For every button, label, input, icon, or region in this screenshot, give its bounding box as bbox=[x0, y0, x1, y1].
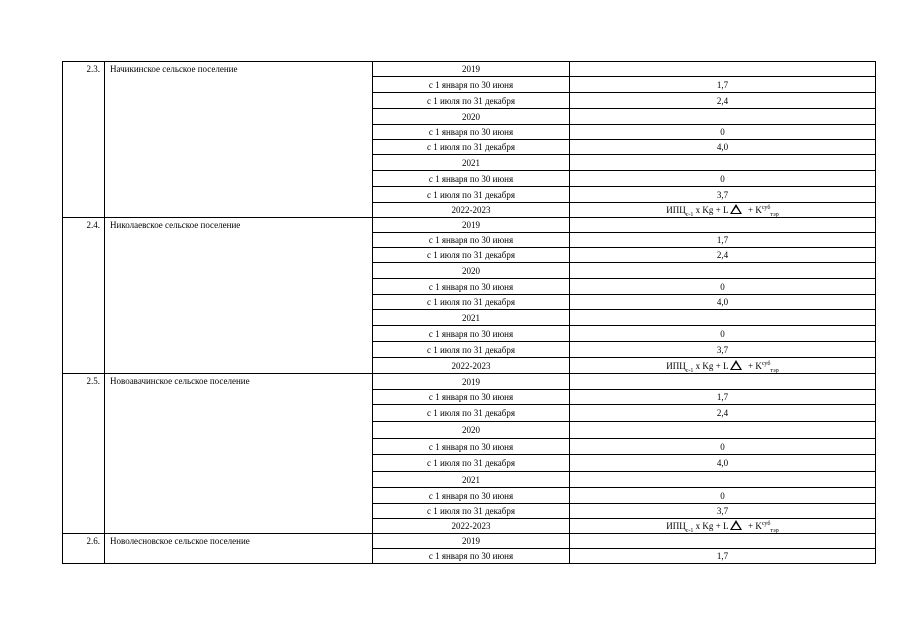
settlement-name: Новолесновское сельское поселение bbox=[105, 534, 373, 564]
period-cell: с 1 июля по 31 декабря bbox=[373, 187, 570, 203]
period-cell: с 1 января по 30 июня bbox=[373, 233, 570, 248]
index-value-cell: 4,0 bbox=[570, 295, 876, 310]
section-number: 2.4. bbox=[63, 218, 105, 374]
period-cell: 2019 bbox=[373, 218, 570, 233]
ipc-subscript: с-1 bbox=[685, 527, 694, 534]
index-value-cell: 2,4 bbox=[570, 405, 876, 422]
index-value-cell bbox=[570, 263, 876, 279]
k-subscript: тэр bbox=[770, 211, 779, 218]
period-cell: с 1 июля по 31 декабря bbox=[373, 405, 570, 422]
index-value-cell bbox=[570, 109, 876, 125]
index-value-cell bbox=[570, 218, 876, 233]
period-cell: 2019 bbox=[373, 374, 570, 390]
index-value-cell bbox=[570, 155, 876, 171]
formula-cell bbox=[570, 203, 876, 218]
index-value-cell bbox=[570, 374, 876, 390]
formula-cell bbox=[570, 519, 876, 534]
period-cell: с 1 июля по 31 декабря bbox=[373, 504, 570, 519]
tariff-table-body bbox=[63, 62, 876, 564]
k-superscript: суб bbox=[761, 205, 771, 211]
index-value-cell: 2,4 bbox=[570, 93, 876, 109]
table-row bbox=[63, 534, 876, 549]
settlement-name: Новоавачинское сельское поселение bbox=[105, 374, 373, 534]
index-value-cell: 0 bbox=[570, 439, 876, 455]
index-value-cell bbox=[570, 62, 876, 77]
tariff-table-page bbox=[62, 61, 875, 564]
period-cell: с 1 января по 30 июня bbox=[373, 171, 570, 187]
index-value-cell: 0 bbox=[570, 125, 876, 140]
settlement-name: Николаевское сельское поселение bbox=[105, 218, 373, 374]
period-cell: 2022-2023 bbox=[373, 358, 570, 374]
index-value-cell: 3,7 bbox=[570, 504, 876, 519]
table-row bbox=[63, 62, 876, 77]
period-cell: 2019 bbox=[373, 534, 570, 549]
period-cell: с 1 января по 30 июня bbox=[373, 488, 570, 504]
formula-middle: х Kg + L bbox=[693, 205, 729, 215]
index-value-cell: 0 bbox=[570, 279, 876, 295]
period-cell: с 1 июля по 31 декабря bbox=[373, 93, 570, 109]
ipc-symbol: ИПЦ bbox=[666, 205, 686, 215]
index-value-cell: 1,7 bbox=[570, 233, 876, 248]
delta-icon bbox=[730, 204, 742, 214]
delta-icon bbox=[730, 360, 742, 370]
index-value-cell: 1,7 bbox=[570, 549, 876, 564]
period-cell: 2020 bbox=[373, 109, 570, 125]
delta-icon bbox=[730, 520, 742, 530]
period-cell: с 1 января по 30 июня bbox=[373, 326, 570, 342]
period-cell: 2019 bbox=[373, 62, 570, 77]
period-cell: 2020 bbox=[373, 263, 570, 279]
index-value-cell: 3,7 bbox=[570, 187, 876, 203]
section-number: 2.3. bbox=[63, 62, 105, 218]
formula-plus-k: + K bbox=[743, 521, 762, 531]
table-row bbox=[63, 218, 876, 233]
ipc-symbol: ИПЦ bbox=[666, 521, 686, 531]
index-formula bbox=[666, 203, 779, 217]
period-cell: 2022-2023 bbox=[373, 519, 570, 534]
ipc-subscript: с-1 bbox=[685, 211, 694, 218]
period-cell: 2021 bbox=[373, 310, 570, 326]
index-value-cell bbox=[570, 310, 876, 326]
formula-middle: х Kg + L bbox=[693, 360, 729, 371]
k-subscript: тэр bbox=[770, 527, 779, 534]
tariff-index-table bbox=[62, 61, 876, 564]
section-number: 2.6. bbox=[63, 534, 105, 564]
index-value-cell: 0 bbox=[570, 488, 876, 504]
period-cell: 2021 bbox=[373, 155, 570, 171]
period-cell: с 1 января по 30 июня bbox=[373, 390, 570, 405]
period-cell: с 1 января по 30 июня bbox=[373, 77, 570, 93]
ipc-symbol: ИПЦ bbox=[666, 360, 686, 371]
index-value-cell bbox=[570, 534, 876, 549]
index-value-cell: 2,4 bbox=[570, 248, 876, 263]
index-value-cell: 0 bbox=[570, 326, 876, 342]
table-row bbox=[63, 374, 876, 390]
period-cell: с 1 июля по 31 декабря bbox=[373, 248, 570, 263]
period-cell: с 1 января по 30 июня bbox=[373, 125, 570, 140]
period-cell: 2020 bbox=[373, 422, 570, 439]
period-cell: с 1 января по 30 июня bbox=[373, 279, 570, 295]
index-value-cell: 0 bbox=[570, 171, 876, 187]
period-cell: 2022-2023 bbox=[373, 203, 570, 218]
index-value-cell: 4,0 bbox=[570, 140, 876, 155]
formula-plus-k: + K bbox=[743, 205, 762, 215]
period-cell: с 1 июля по 31 декабря bbox=[373, 342, 570, 358]
formula-plus-k: + K bbox=[743, 360, 762, 371]
ipc-subscript: с-1 bbox=[685, 367, 694, 374]
index-value-cell: 4,0 bbox=[570, 455, 876, 472]
period-cell: с 1 июля по 31 декабря bbox=[373, 295, 570, 310]
formula-middle: х Kg + L bbox=[693, 521, 729, 531]
k-superscript: суб bbox=[761, 521, 771, 527]
index-value-cell: 1,7 bbox=[570, 77, 876, 93]
index-value-cell bbox=[570, 472, 876, 488]
index-formula bbox=[666, 519, 779, 533]
period-cell: с 1 июля по 31 декабря bbox=[373, 140, 570, 155]
period-cell: 2021 bbox=[373, 472, 570, 488]
period-cell: с 1 января по 30 июня bbox=[373, 439, 570, 455]
k-superscript: суб bbox=[761, 360, 771, 367]
index-formula bbox=[666, 359, 779, 373]
formula-cell bbox=[570, 358, 876, 374]
k-subscript: тэр bbox=[770, 367, 779, 374]
period-cell: с 1 января по 30 июня bbox=[373, 549, 570, 564]
section-number: 2.5. bbox=[63, 374, 105, 534]
period-cell: с 1 июля по 31 декабря bbox=[373, 455, 570, 472]
index-value-cell: 1,7 bbox=[570, 390, 876, 405]
settlement-name: Начикинское сельское поселение bbox=[105, 62, 373, 218]
index-value-cell: 3,7 bbox=[570, 342, 876, 358]
index-value-cell bbox=[570, 422, 876, 439]
